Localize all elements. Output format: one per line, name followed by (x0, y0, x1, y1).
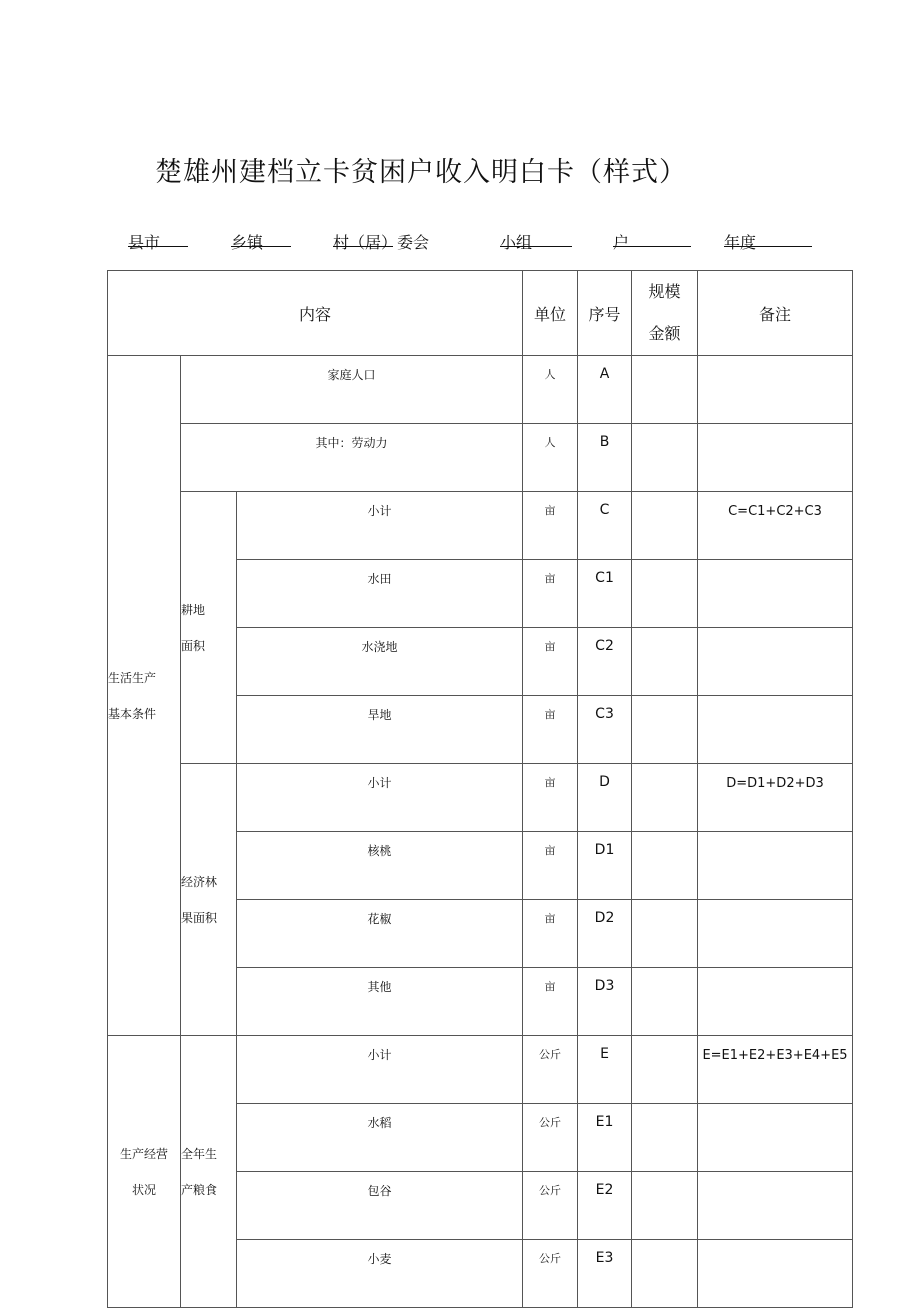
row-seq: E1 (578, 1104, 632, 1172)
row-unit: 公斤 (523, 1172, 578, 1240)
row-unit: 亩 (523, 900, 578, 968)
row-seq: E2 (578, 1172, 632, 1240)
group-arable-l1: 耕地 (181, 602, 206, 617)
group-arable-l2: 面积 (181, 638, 206, 653)
row-seq: B (578, 424, 632, 492)
row-seq: C3 (578, 696, 632, 764)
row-remark (698, 1172, 853, 1240)
row-remark (698, 424, 853, 492)
row-item: 小计 (237, 492, 523, 560)
row-seq: D (578, 764, 632, 832)
header-scale-line1: 规模 (648, 282, 681, 301)
table-row (108, 764, 853, 832)
row-remark (698, 900, 853, 968)
village-label: 村（居）委会 (333, 233, 430, 252)
row-unit: 公斤 (523, 1104, 578, 1172)
row-remark: E=E1+E2+E3+E4+E5 (698, 1036, 853, 1104)
row-value-cell[interactable] (632, 424, 698, 492)
row-value-cell[interactable] (632, 832, 698, 900)
row-remark (698, 1240, 853, 1308)
row-unit: 亩 (523, 696, 578, 764)
year-label: 年度 (724, 233, 757, 252)
row-item: 花椒 (237, 900, 523, 968)
row-remark (698, 832, 853, 900)
header-scale (632, 271, 698, 356)
group-production-status (108, 1036, 181, 1308)
group-basic-l1: 生活生产 (108, 670, 157, 685)
row-seq: E3 (578, 1240, 632, 1308)
row-item: 小计 (237, 1036, 523, 1104)
header-seq: 序号 (578, 271, 632, 356)
row-unit: 亩 (523, 492, 578, 560)
row-item: 水浇地 (237, 628, 523, 696)
row-unit: 亩 (523, 628, 578, 696)
row-remark (698, 560, 853, 628)
row-value-cell[interactable] (632, 356, 698, 424)
row-seq: D2 (578, 900, 632, 968)
group-grain-l1: 全年生 (181, 1146, 218, 1161)
row-item: 小计 (237, 764, 523, 832)
group-orchard-area (181, 764, 237, 1036)
table-row (108, 424, 853, 492)
page-title: 楚雄州建档立卡贫困户收入明白卡（样式） (155, 157, 687, 188)
household-label: 户 (613, 233, 630, 252)
row-seq: D1 (578, 832, 632, 900)
group-arable-land (181, 492, 237, 764)
row-remark: C=C1+C2+C3 (698, 492, 853, 560)
row-item: 其中：劳动力 (181, 424, 523, 492)
row-value-cell[interactable] (632, 696, 698, 764)
group-ops-l1: 生产经营 (119, 1146, 168, 1161)
row-remark (698, 696, 853, 764)
table-row (108, 492, 853, 560)
row-seq: A (578, 356, 632, 424)
row-remark (698, 1104, 853, 1172)
row-unit: 公斤 (523, 1240, 578, 1308)
row-value-cell[interactable] (632, 560, 698, 628)
row-item: 包谷 (237, 1172, 523, 1240)
county-label: 县市 (128, 233, 161, 252)
row-remark (698, 356, 853, 424)
group-basic-l2: 基本条件 (108, 706, 157, 721)
table-header-row (108, 271, 853, 356)
group-grain-l2: 产粮食 (181, 1182, 218, 1197)
row-item: 其他 (237, 968, 523, 1036)
row-seq: D3 (578, 968, 632, 1036)
row-item: 水稻 (237, 1104, 523, 1172)
row-seq: C1 (578, 560, 632, 628)
row-seq: C (578, 492, 632, 560)
table-row (108, 1036, 853, 1104)
group-orchard-l2: 果面积 (181, 910, 218, 925)
row-unit: 亩 (523, 832, 578, 900)
town-label: 乡镇 (231, 233, 264, 252)
row-value-cell[interactable] (632, 492, 698, 560)
row-remark (698, 628, 853, 696)
row-item: 小麦 (237, 1240, 523, 1308)
row-unit: 人 (523, 356, 578, 424)
row-seq: C2 (578, 628, 632, 696)
row-remark: D=D1+D2+D3 (698, 764, 853, 832)
header-scale-line2: 金额 (648, 324, 681, 343)
row-value-cell[interactable] (632, 1104, 698, 1172)
row-item: 水田 (237, 560, 523, 628)
row-unit: 人 (523, 424, 578, 492)
row-item: 家庭人口 (181, 356, 523, 424)
row-value-cell[interactable] (632, 628, 698, 696)
group-label: 小组 (500, 233, 533, 252)
row-value-cell[interactable] (632, 764, 698, 832)
header-remark: 备注 (698, 271, 853, 356)
group-ops-l2: 状况 (131, 1182, 156, 1197)
income-card-table (107, 270, 853, 1308)
row-remark (698, 968, 853, 1036)
group-basic-conditions (108, 356, 181, 1036)
row-unit: 亩 (523, 764, 578, 832)
row-value-cell[interactable] (632, 900, 698, 968)
row-item: 核桃 (237, 832, 523, 900)
row-value-cell[interactable] (632, 1036, 698, 1104)
row-seq: E (578, 1036, 632, 1104)
row-value-cell[interactable] (632, 1240, 698, 1308)
row-unit: 公斤 (523, 1036, 578, 1104)
header-content: 内容 (108, 271, 523, 356)
header-unit: 单位 (523, 271, 578, 356)
group-annual-grain (181, 1036, 237, 1308)
group-orchard-l1: 经济林 (181, 874, 218, 889)
location-line (128, 230, 853, 252)
row-unit: 亩 (523, 968, 578, 1036)
row-value-cell[interactable] (632, 968, 698, 1036)
row-unit: 亩 (523, 560, 578, 628)
row-item: 旱地 (237, 696, 523, 764)
table-row (108, 356, 853, 424)
row-value-cell[interactable] (632, 1172, 698, 1240)
